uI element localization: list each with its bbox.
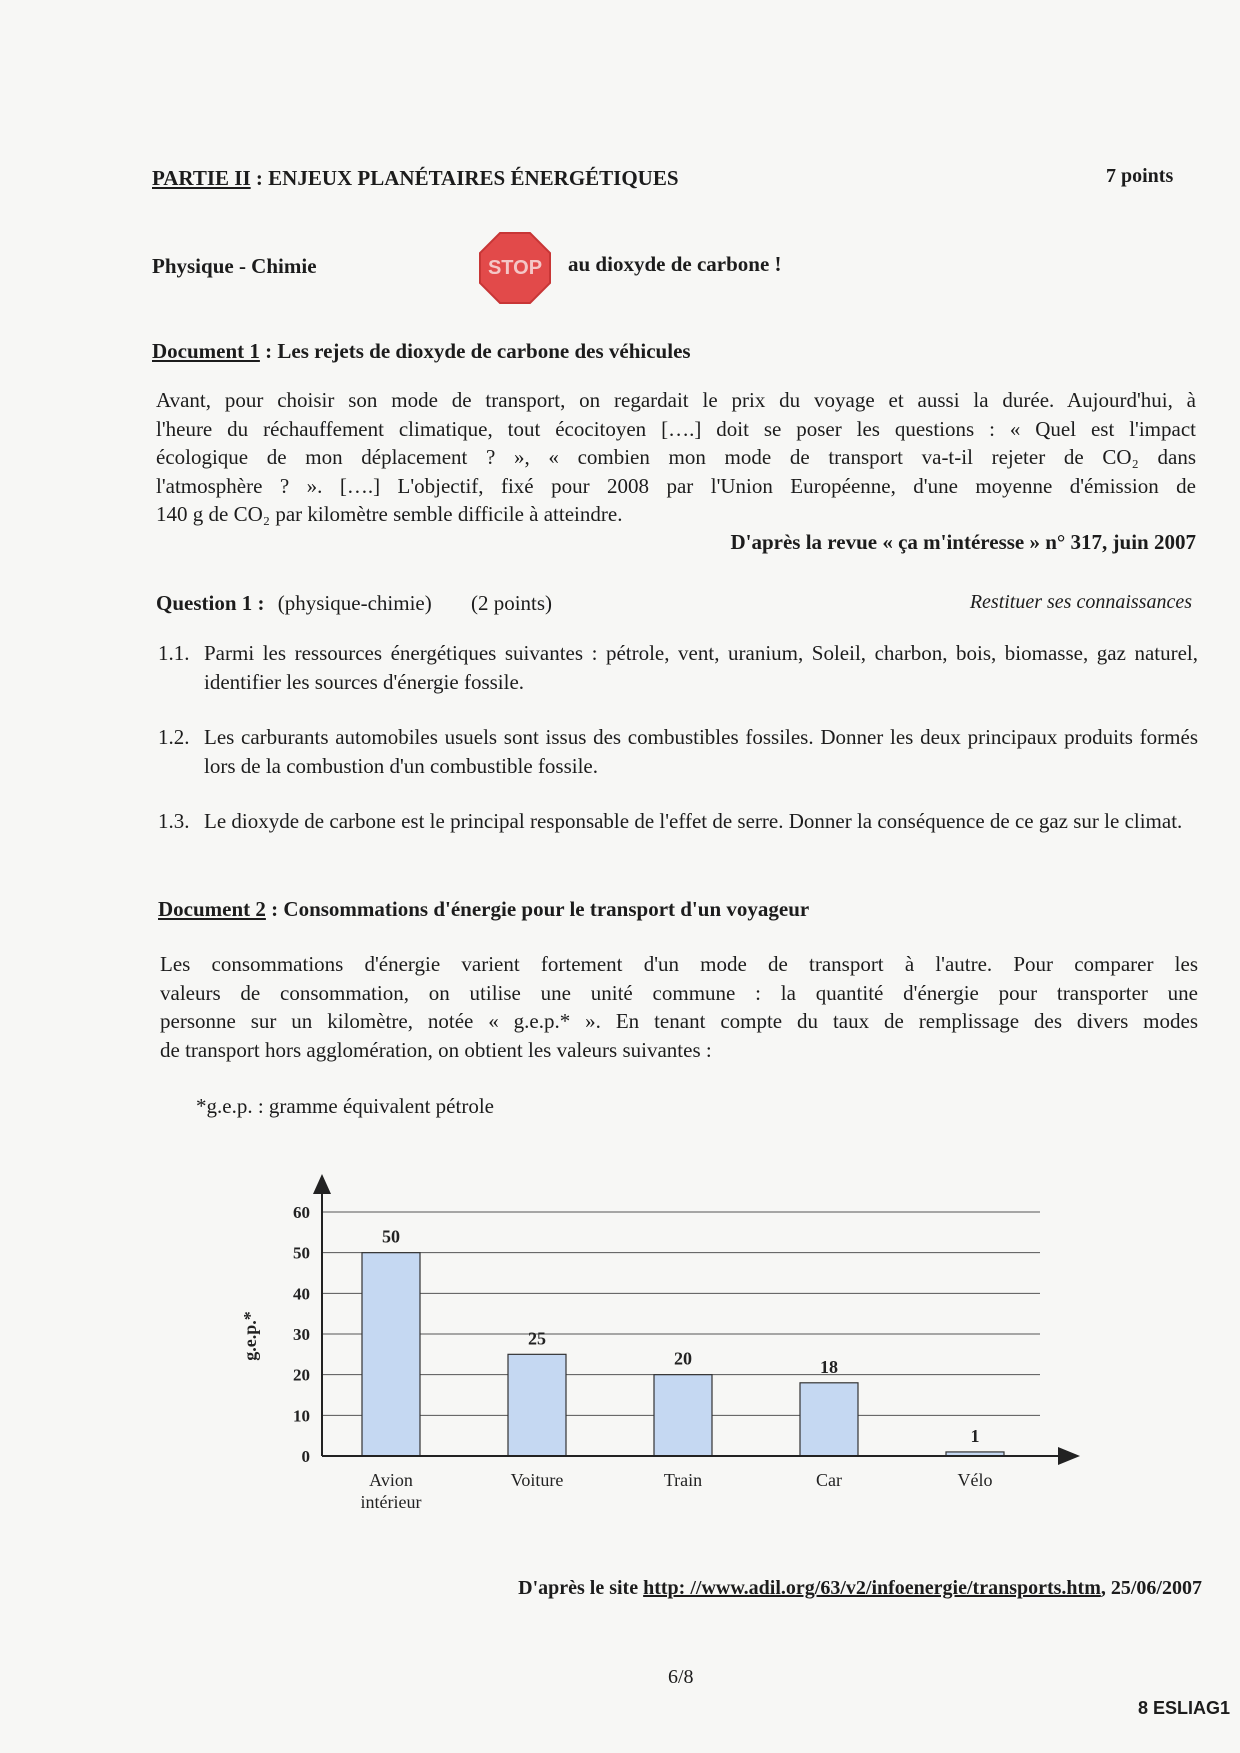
doc1-line: écologique de mon déplacement ? », « combien mon mode de transport va-t-il rejeter de CO₂ dans: [156, 445, 1196, 469]
y-tick-label: 10: [293, 1406, 310, 1426]
part-title: ENJEUX PLANÉTAIRES ÉNERGÉTIQUES: [268, 166, 679, 190]
value-label: 25: [528, 1328, 546, 1349]
y-tick-label: 40: [293, 1284, 310, 1304]
value-label: 1: [970, 1425, 980, 1446]
x-tick-label: Voiture: [510, 1470, 564, 1490]
question-item: [158, 723, 1198, 781]
doc1-line: 140 g de CO₂ par kilomètre semble difficile à atteindre.: [156, 502, 623, 526]
question-text: Parmi les ressources énergétiques suivantes : pétrole, vent, uranium, Soleil, charbon, bois, biomasse, gaz naturel, identifier les sources d'énergie fossile.: [204, 641, 1198, 694]
stop-sign-text: STOP: [487, 257, 543, 279]
question-item: [158, 807, 1198, 836]
question1-header: [156, 591, 1192, 616]
doc2-title: : Consommations d'énergie pour le transport d'un voyageur: [265, 897, 810, 921]
bar: [654, 1375, 712, 1456]
value-label: 20: [674, 1348, 692, 1369]
value-label: 18: [820, 1356, 838, 1377]
question-item: [158, 639, 1198, 697]
y-tick-label: 0: [301, 1447, 310, 1466]
question1-domain: (physique-chimie): [277, 591, 432, 615]
question1-points: (2 points): [470, 591, 553, 615]
doc2-source-prefix: D'après le site: [518, 1577, 644, 1599]
doc2-body: [160, 950, 1198, 1064]
doc1-heading: [152, 339, 691, 364]
doc1-line: l'heure du réchauffement climatique, tout écocitoyen [….] doit se poser les questions : « Quel est l'impact: [156, 416, 1196, 441]
part-heading: [152, 166, 679, 191]
doc2-line: de transport hors agglomération, on obtient les valeurs suivantes :: [160, 1037, 712, 1062]
stop-sign-icon: [478, 231, 552, 305]
doc2-line: Les consommations d'énergie varient fortement d'un mode de transport à l'autre. Pour comparer les: [160, 952, 1198, 976]
x-tick-label: Car: [816, 1470, 842, 1490]
question-number: 1.2.: [158, 725, 190, 749]
bar: [508, 1354, 566, 1456]
doc2-source-suffix: , 25/06/2007: [1100, 1577, 1202, 1599]
bar: [800, 1383, 858, 1456]
doc2-footnote: *g.e.p. : gramme équivalent pétrole: [196, 1094, 494, 1118]
doc1-title: : Les rejets de dioxyde de carbone des véhicules: [259, 339, 691, 363]
doc1-line: l'atmosphère ? ». [….] L'objectif, fixé pour 2008 par l'Union Européenne, d'une moyenne d'émission de: [156, 473, 1196, 498]
doc1-line: Avant, pour choisir son mode de transport, on regardait le prix du voyage et aussi la durée. Aujourd'hui, à: [156, 388, 1196, 412]
question1-skill: Restituer ses connaissances: [969, 591, 1192, 613]
bar-chart: [230, 1150, 1090, 1520]
question-text: Le dioxyde de carbone est le principal responsable de l'effet de serre. Donner la conséquence de ce gaz sur le climat.: [204, 809, 1183, 833]
doc2-source-link[interactable]: http: //www.adil.org/63/v2/infoenergie/transports.htm: [643, 1577, 1101, 1599]
x-tick-label: Vélo: [957, 1470, 993, 1490]
x-tick-label: Train: [663, 1470, 703, 1490]
question1-label: Question 1 :: [156, 591, 265, 615]
chart-y-ticks: [293, 1203, 310, 1466]
points-total: 7 points: [1106, 165, 1174, 187]
x-tick-label: intérieur: [360, 1492, 422, 1512]
doc1-body: [156, 386, 1196, 529]
slogan: au dioxyde de carbone !: [568, 252, 782, 276]
x-tick-label: Avion: [369, 1470, 413, 1490]
question-number: 1.1.: [158, 641, 190, 665]
part-sep: :: [250, 166, 269, 190]
doc2-source: [518, 1577, 1202, 1600]
subject-label: Physique - Chimie: [152, 254, 317, 278]
value-label: 50: [382, 1226, 400, 1247]
doc2-label: Document 2: [158, 897, 266, 921]
doc1-source: D'après la revue « ça m'intéresse » n° 317, juin 2007: [730, 530, 1196, 554]
page-number: 6/8: [668, 1666, 694, 1688]
doc1-label: Document 1: [152, 339, 260, 363]
doc2-heading: [158, 897, 809, 922]
doc2-line: personne sur un kilomètre, notée « g.e.p.* ». En tenant compte du taux de remplissage des divers modes: [160, 1009, 1198, 1033]
stop-sign: [478, 231, 552, 305]
part-label: PARTIE II: [152, 166, 251, 190]
exam-code: 8 ESLIAG1: [1137, 1698, 1230, 1718]
doc2-line: valeurs de consommation, on utilise une unité commune : la quantité d'énergie pour transporter une: [160, 980, 1198, 1005]
y-axis-arrow: [313, 1174, 331, 1194]
y-tick-label: 20: [293, 1365, 310, 1385]
y-tick-label: 60: [293, 1203, 310, 1222]
x-axis-arrow: [1058, 1447, 1080, 1465]
y-tick-label: 30: [293, 1325, 310, 1344]
bar: [362, 1253, 420, 1456]
chart-y-label: g.e.p.*: [240, 1311, 260, 1361]
question-number: 1.3.: [158, 809, 190, 833]
y-tick-label: 50: [293, 1243, 310, 1263]
question-text: Les carburants automobiles usuels sont issus des combustibles fossiles. Donner les deux principaux produits formés lors de la combustion d'un combustible fossile.: [204, 725, 1198, 778]
chart-x-labels: [361, 1470, 993, 1512]
